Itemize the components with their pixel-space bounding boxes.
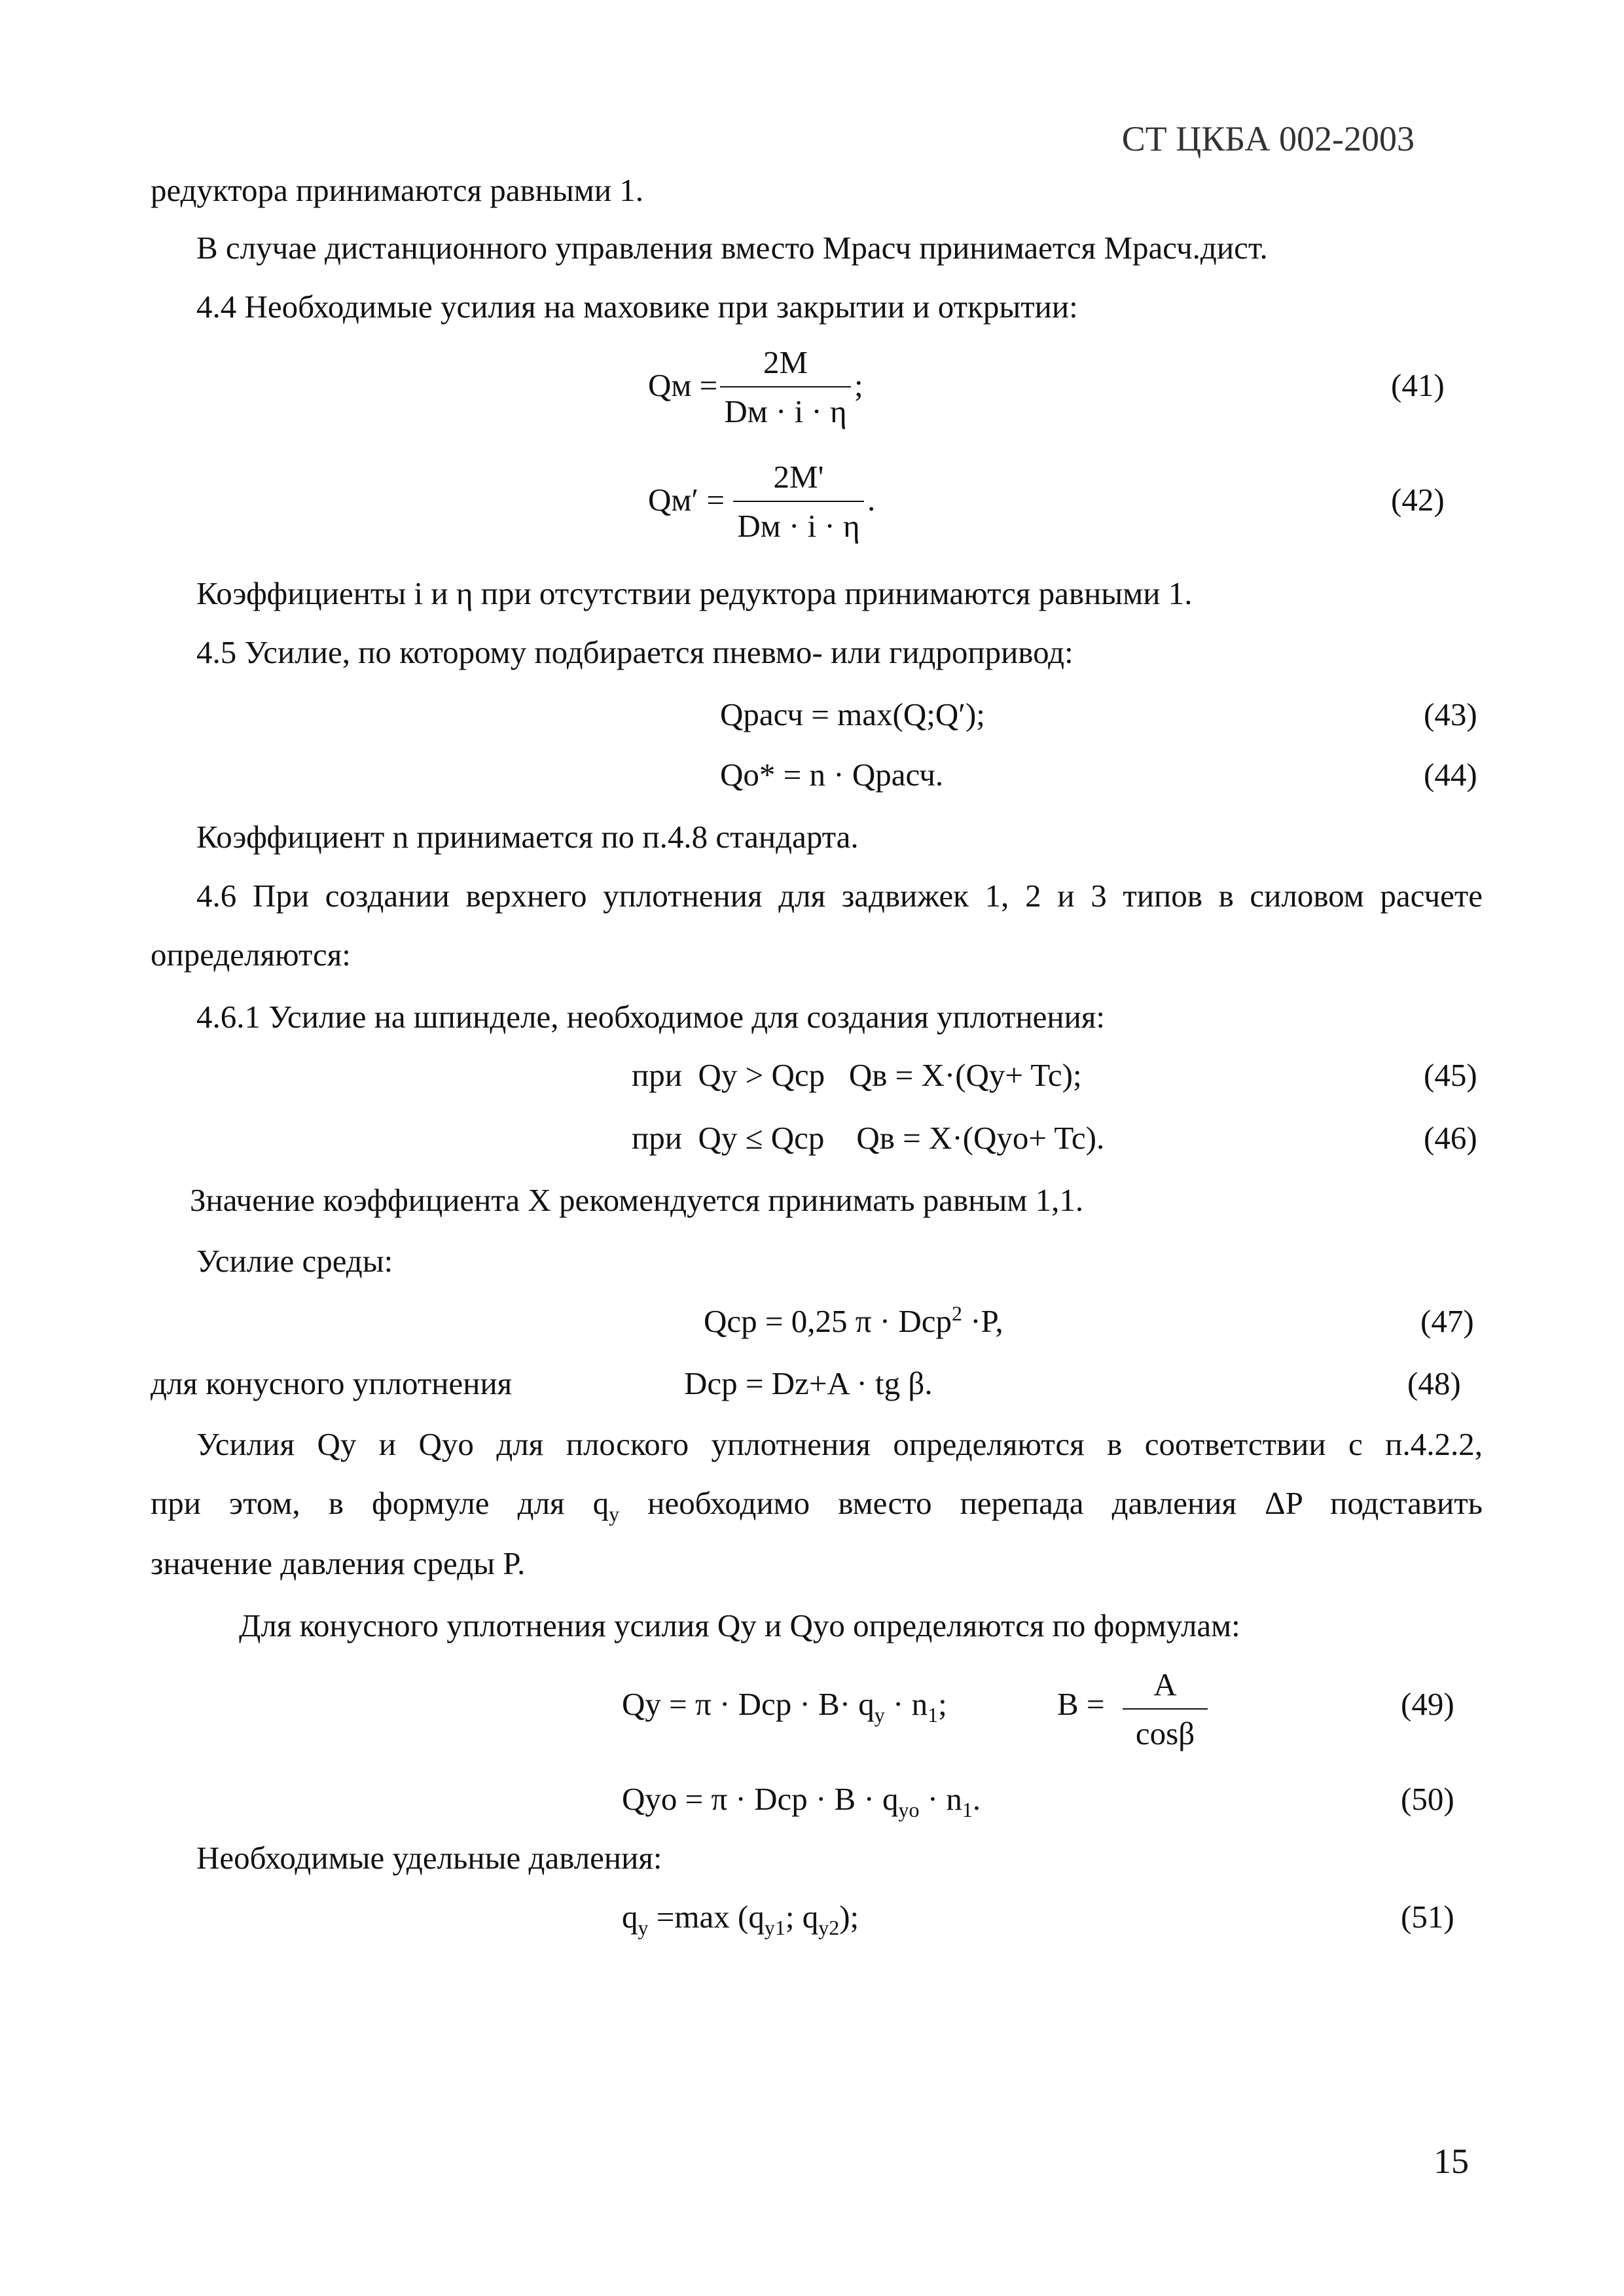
eq49-part: · n (884, 1686, 928, 1722)
eq51-part: ; q (785, 1899, 819, 1935)
eq41-number: (41) (1391, 367, 1445, 403)
eq42-lhs: Qм′ = (648, 482, 725, 518)
document-code: СТ ЦКБА 002-2003 (1121, 119, 1415, 158)
eq42-numerator: 2M' (733, 458, 864, 502)
eq49-denominator: cosβ (1135, 1715, 1195, 1751)
eq47-number: (47) (1420, 1303, 1474, 1339)
eq48-number: (48) (1407, 1365, 1461, 1401)
eq49-left (622, 1685, 947, 1727)
eq42-fraction (733, 458, 864, 546)
eq50-main: Qyo = π · Dср · B · q (622, 1781, 899, 1817)
text-line: Усилия Qy и Qyo для плоского уплотнения определяются в соответствии с п.4.2.2, (196, 1426, 1483, 1462)
eq41-lhs: Qм = (648, 367, 718, 403)
text-line: Для конусного уплотнения усилия Qy и Qyo определяются по формулам: (239, 1607, 1240, 1643)
text-line: Значение коэффициента X рекомендуется принимать равным 1,1. (190, 1182, 1084, 1218)
eq49-numerator: A (1123, 1666, 1208, 1710)
eq41-numerator: 2M (720, 344, 851, 387)
subscript: y2 (818, 1915, 840, 1939)
text-line: Необходимые удельные давления: (196, 1840, 662, 1876)
text-line: В случае дистанционного управления вместо Мрасч принимается Мрасч.дист. (196, 230, 1268, 266)
eq46: при Qy ≤ Qср Qв = X·(Qyo+ Tc). (632, 1120, 1105, 1156)
text-line: определяются: (151, 937, 351, 973)
eq43: Qрасч = max(Q;Q′); (720, 696, 985, 732)
text-line: редуктора принимаются равными 1. (151, 172, 644, 208)
eq41-denominator: Dм · i · η (724, 393, 847, 429)
eq49-main: Qy = π · Dср · B· q (622, 1686, 875, 1722)
text-line: 4.6.1 Усилие на шпинделе, необходимое для создания уплотнения: (196, 999, 1106, 1035)
eq43-number: (43) (1424, 696, 1477, 732)
subscript: y1 (764, 1915, 785, 1939)
eq41-end: ; (854, 367, 863, 403)
text-line: 4.6 При создании верхнего уплотнения для задвижек 1, 2 и 3 типов в силовом расчете (196, 878, 1483, 914)
eq50-number: (50) (1401, 1781, 1454, 1817)
eq46-number: (46) (1424, 1120, 1477, 1156)
eq50-end: . (972, 1781, 981, 1817)
subscript: yo (898, 1797, 920, 1821)
text-line: для конусного уплотнения (151, 1365, 513, 1401)
text-line: Коэффициенты i и η при отсутствии редуктора принимаются равными 1. (196, 575, 1193, 611)
eq44-number: (44) (1424, 757, 1477, 793)
eq42-denominator: Dм · i · η (737, 507, 860, 544)
eq42-number: (42) (1391, 482, 1445, 518)
eq50 (622, 1780, 981, 1819)
eq47-tail: ·P, (962, 1303, 1003, 1339)
subscript: 1 (928, 1702, 939, 1727)
page-number: 15 (1434, 2142, 1469, 2181)
subscript: y (638, 1915, 649, 1939)
eq47-main: Qср = 0,25 π · Dср (704, 1303, 952, 1339)
eq48: Dср = Dz+A · tg β. (684, 1365, 933, 1401)
eq45: при Qy > Qср Qв = X·(Qy+ Tc); (632, 1057, 1082, 1093)
subscript: y (874, 1702, 885, 1727)
text-line: 4.4 Необходимые усилия на маховике при закрытии и открытии: (196, 289, 1078, 325)
eq51-number: (51) (1401, 1899, 1454, 1935)
eq51-main: q (622, 1899, 638, 1935)
text-line: 4.5 Усилие, по которому подбирается пневмо- или гидропривод: (196, 634, 1074, 670)
eq49-number: (49) (1401, 1686, 1454, 1722)
eq51 (622, 1898, 859, 1937)
eq51-part: =max (q (648, 1899, 765, 1935)
eq47-exponent: 2 (951, 1301, 962, 1325)
eq47 (704, 1302, 1003, 1341)
text-line: Коэффициент n принимается по п.4.8 стандарта. (196, 819, 859, 855)
eq51-end: ); (839, 1899, 859, 1935)
text-segment: необходимо вместо перепада давления ΔP подставить (619, 1485, 1483, 1521)
eq49-end: ; (938, 1686, 947, 1722)
eq49-b-lhs: B = (1057, 1686, 1105, 1722)
text-line (151, 1484, 1483, 1526)
eq50-part: · n (919, 1781, 962, 1817)
text-line: значение давления среды P. (151, 1545, 526, 1581)
eq42-end: . (867, 482, 876, 518)
eq49-fraction (1123, 1666, 1208, 1753)
subscript: 1 (962, 1797, 973, 1821)
text-line: Усилие среды: (196, 1243, 393, 1279)
eq44: Qo* = n · Qрасч. (720, 757, 944, 793)
text-segment: при этом, в формуле для q (151, 1485, 609, 1521)
subscript: y (609, 1501, 620, 1526)
eq41-fraction (720, 344, 851, 431)
eq45-number: (45) (1424, 1057, 1477, 1093)
